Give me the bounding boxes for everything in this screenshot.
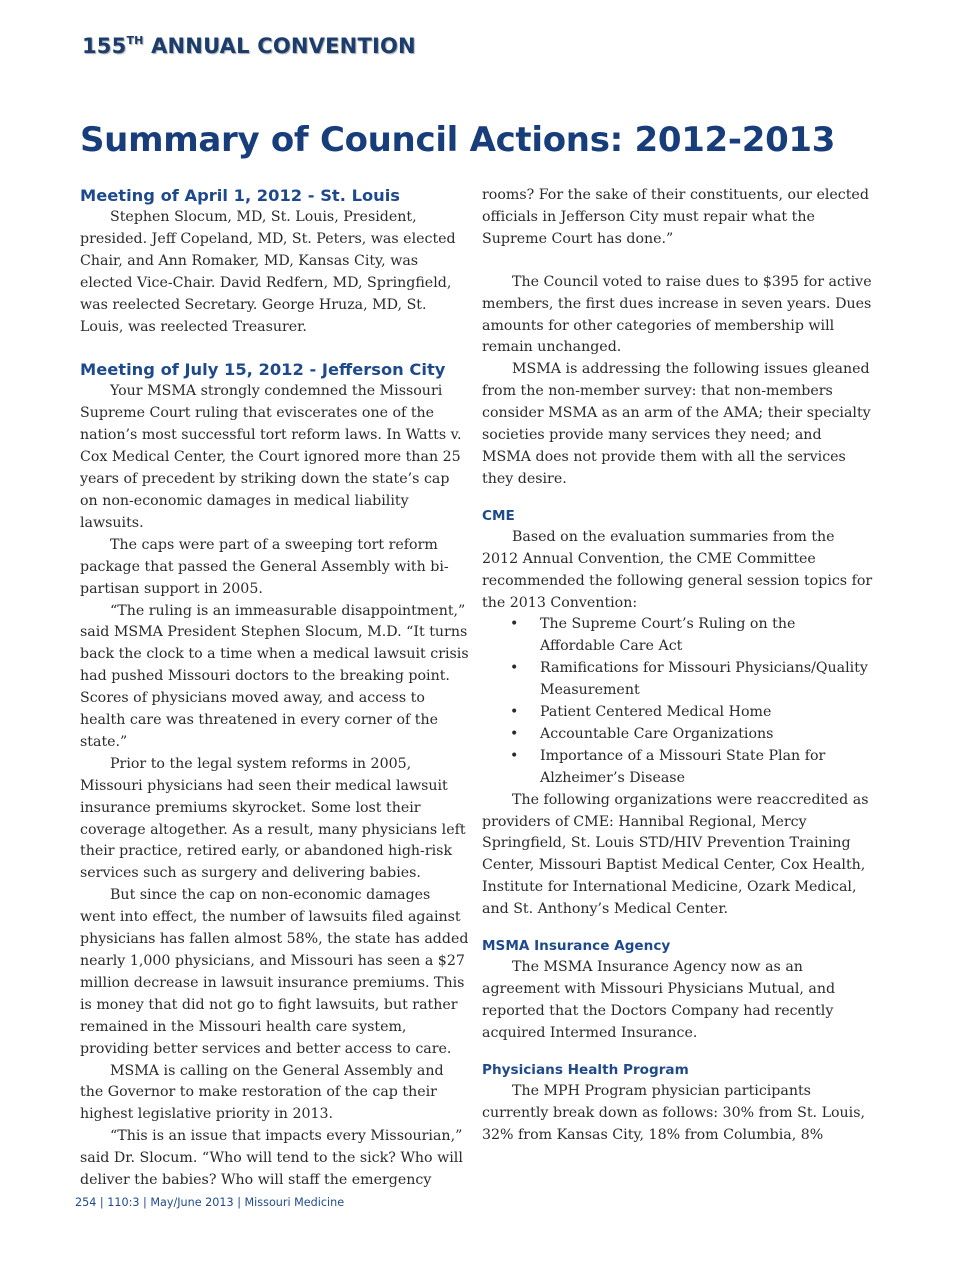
header-number: 155 <box>82 34 127 58</box>
cap-effect-paragraph: But since the cap on non-economic damages went into effect, the number of lawsuits filed against physicians has fallen almost 58%, the state has added nearly 1,000 physicians, and Missouri has seen a $27 million decrease in lawsuit insurance premiums. This is money that did not go to fight lawsuits, but rather remained in the Missouri health care system, providing better services and better access to care. <box>80 887 469 1057</box>
left-column <box>80 185 470 1192</box>
cme-topic-text: Importance of a Missouri State Plan for Alzheimer’s Disease <box>540 747 826 786</box>
continued-quote-paragraph: rooms? For the sake of their constituents, our elected officials in Jefferson City must repair what the Supreme Court has done.” <box>482 187 869 247</box>
header-ordinal-suffix: TH <box>126 34 144 47</box>
cme-topic-text: Accountable Care Organizations <box>540 725 774 742</box>
page-title: Summary of Council Actions: 2012-2013 <box>80 120 836 160</box>
cme-intro-paragraph: Based on the evaluation summaries from the 2012 Annual Convention, the CME Committee recommended the following general session topics for the 2013 Convention: <box>482 528 873 611</box>
header-label: ANNUAL CONVENTION <box>143 34 416 58</box>
survey-paragraph: MSMA is addressing the following issues gleaned from the non-member survey: that non-members consider MSMA as an arm of the AMA; their specialty societies provide many services they need; and MSMA does not provide them with all the services they desire. <box>482 361 871 487</box>
caps-paragraph: The caps were part of a sweeping tort reform package that passed the General Assembly with bi-partisan support in 2005. <box>80 536 449 597</box>
list-item <box>510 746 874 790</box>
physicians-health-heading: Physicians Health Program <box>482 1061 689 1078</box>
list-item <box>510 614 874 658</box>
right-column <box>482 185 874 1146</box>
meeting-april-paragraph: Stephen Slocum, MD, St. Louis, President, presided. Jeff Copeland, MD, St. Peters, was elected Chair, and Ann Romaker, MD, Kansas City, was elected Vice-Chair. David Redfern, MD, Springfield, was reelected Secretary. George Hruza, MD, St. Louis, was reelected Treasurer. <box>80 209 456 335</box>
page-footer: 254 | 110:3 | May/June 2013 | Missouri Medicine <box>75 1196 345 1209</box>
insurance-agency-paragraph: The MSMA Insurance Agency now as an agreement with Missouri Physicians Mutual, and reported that the Doctors Company had recently acquired Intermed Insurance. <box>482 959 836 1041</box>
list-item <box>510 658 874 702</box>
bullet-icon: • <box>510 747 519 764</box>
cme-heading: CME <box>482 507 515 524</box>
convention-header <box>82 34 416 58</box>
tort-ruling-paragraph: Your MSMA strongly condemned the Missouri Supreme Court ruling that eviscerates one of the nation’s most successful tort reform laws. In Watts v. Cox Medical Center, the Court ignored more than 25 years of precedent by striking down the state’s cap on non-economic damages in medical liability lawsuits. <box>80 383 462 531</box>
cme-topic-text: Ramifications for Missouri Physicians/Quality Measurement <box>540 660 868 699</box>
slocum-quote-paragraph: “The ruling is an immeasurable disappointment,” said MSMA President Stephen Slocum, M.D. “It turns back the clock to a time when a medical lawsuit crisis had pushed Missouri doctors to the breaking point. Scores of physicians moved away, and access to health care was threatened in every corner of the state.” <box>80 602 469 750</box>
bullet-icon: • <box>510 616 519 633</box>
insurance-agency-heading: MSMA Insurance Agency <box>482 938 671 955</box>
list-item <box>510 702 874 724</box>
bullet-icon: • <box>510 704 519 721</box>
prior-reforms-paragraph: Prior to the legal system reforms in 2005, Missouri physicians had seen their medical lawsuit insurance premiums skyrocket. Some lost their coverage altogether. As a result, many physicians left their practice, retired early, or abandoned high-risk services such as surgery and delivering babies. <box>80 755 466 882</box>
meeting-july-heading: Meeting of July 15, 2012 - Jefferson City <box>80 360 446 380</box>
bullet-icon: • <box>510 725 519 742</box>
cme-topic-text: Patient Centered Medical Home <box>540 704 772 721</box>
list-item <box>510 724 874 746</box>
meeting-april-heading: Meeting of April 1, 2012 - St. Louis <box>80 186 400 205</box>
reaccredited-paragraph: The following organizations were reaccredited as providers of CME: Hannibal Regional, Mercy Springfield, St. Louis STD/HIV Prevention Training Center, Missouri Baptist Medical Center, Cox Health, Institute for International Medicine, Ozark Medical, and St. Anthony’s Medical Center. <box>482 791 869 918</box>
cme-topic-list <box>482 614 874 789</box>
physicians-health-paragraph: The MPH Program physician participants currently break down as follows: 30% from St. Louis, 32% from Kansas City, 18% from Columbia, 8% <box>482 1082 866 1143</box>
cme-topic-text: The Supreme Court’s Ruling on the Affordable Care Act <box>540 616 796 655</box>
bullet-icon: • <box>510 660 519 677</box>
dues-paragraph: The Council voted to raise dues to $395 for active members, the first dues increase in seven years. Dues amounts for other categories of membership will remain unchanged. <box>482 273 872 356</box>
legislative-priority-paragraph: MSMA is calling on the General Assembly and the Governor to make restoration of the cap their highest legislative priority in 2013. <box>80 1062 444 1123</box>
missourian-quote-paragraph: “This is an issue that impacts every Missourian,” said Dr. Slocum. “Who will tend to the sick? Who will deliver the babies? Who will staff the emergency <box>80 1128 463 1189</box>
